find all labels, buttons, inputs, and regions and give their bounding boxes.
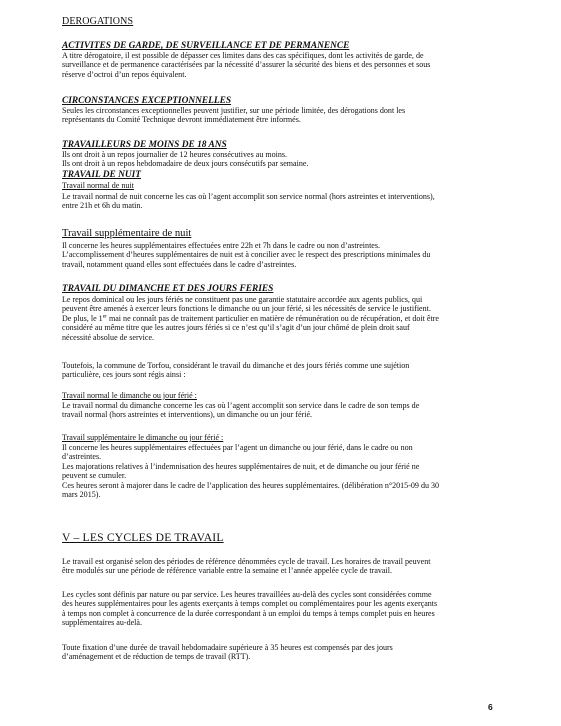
derogations-heading: DEROGATIONS (62, 16, 134, 27)
dimanche-line: considéré au même titre que les autres jours fériés si ce n’est qu’il s’agit d’un jour chômé de plein droit sauf (62, 323, 410, 333)
dimanche-line: Le repos dominical ou les jours fériés ne constituent pas une garantie statutaire accordée aux agents publics, qui (62, 295, 423, 304)
dimanche-line: nécessité absolue de service. (62, 332, 155, 342)
cycles-paragraph-1 (62, 557, 495, 576)
supp-nuit-heading: Travail supplémentaire de nuit (62, 228, 192, 239)
dimanche-supp-subheading: Travail supplémentaire le dimanche ou jour férié : (62, 433, 224, 442)
dimanche-normal-paragraph (62, 401, 495, 420)
dimanche-normal-subheading: Travail normal le dimanche ou jour férié : (62, 391, 197, 400)
dimanche-supp-line: Ces heures seront à majorer dans le cadre de l’application des heures supplémentaires. (délibération n°2015-09 du 30 (62, 480, 440, 490)
cycles-line: supplémentaires au-delà. (62, 618, 142, 628)
dimanche-normal-line: Le travail normal du dimanche concerne les cas où l’agent accomplit son service dans le cadre de son temps de (62, 401, 420, 410)
garde-line: réserve d’octroi d’un repos équivalent. (62, 69, 187, 79)
supp-nuit-line: travail, notamment quand elles sont effectuées dans le cadre d’astreintes. (62, 259, 297, 269)
cycles-line: Toute fixation d’une durée de travail hebdomadaire supérieure à 35 heures est compensés par des jours (62, 643, 393, 652)
torfou-paragraph (62, 361, 495, 380)
dimanche-line: De plus, le 1er mai ne connaît pas de traitement particulier en matière de rémunération ou de récupération, et doit être (62, 313, 439, 323)
torfou-line: particulière, ces jours sont régis ainsi : (62, 370, 186, 380)
circonstances-line: représentants du Comité Technique devront immédiatement être informés. (62, 115, 301, 125)
cycles-line: à temps non complet à concurrence de la durée correspondant à un emploi du temps à temps complet puis en heures (62, 608, 435, 618)
dimanche-supp-line: peuvent se cumuler. (62, 471, 127, 481)
moins18-line: Ils ont droit à un repos hebdomadaire de deux jours consécutifs par semaine. (62, 159, 309, 169)
torfou-line: Toutefois, la commune de Torfou, considérant le travail du dimanche et des jours fériés comme une sujétion (62, 361, 410, 370)
nuit-line: Le travail normal de nuit concerne les cas où l’agent accomplit son service normal (hors astreintes et interventions), (62, 192, 435, 201)
cycles-line: des heures supplémentaires pour les agents exerçants à temps complet ou complémentaires pour les agents exerçants (62, 599, 438, 609)
supp-nuit-line: L’accomplissement d’heures supplémentaires de nuit est à concilier avec le respect des prescriptions minimales du (62, 250, 431, 260)
garde-line: A titre dérogatoire, il est possible de dépasser ces limites dans des cas spécifiques, dont les activités de garde, de (62, 51, 424, 60)
garde-heading: ACTIVITES DE GARDE, DE SURVEILLANCE ET DE PERMANENCE (62, 41, 350, 51)
cycles-line: Les cycles sont définis par nature ou par service. Les heures travaillées au-delà des cycles sont considérées comme (62, 590, 432, 599)
circonstances-line: Seules les circonstances exceptionnelles peuvent justifier, sur une période limitée, des dérogations dont les (62, 106, 406, 115)
nuit-subheading: Travail normal de nuit (62, 181, 134, 190)
dimanche-supp-line: Il concerne les heures supplémentaires effectuées par l’agent un dimanche ou jour férié, dans le cadre ou non (62, 443, 413, 452)
moins18-line: Ils ont droit à un repos journalier de 12 heures consécutives au moins. (62, 150, 288, 159)
dimanche-supp-line: Les majorations relatives à l’indemnisation des heures supplémentaires de nuit, et de dimanche ou jour férié ne (62, 461, 420, 471)
supp-nuit-line: Il concerne les heures supplémentaires effectuées entre 22h et 7h dans le cadre ou non d’astreintes. (62, 241, 381, 250)
moins18-paragraph (62, 150, 495, 169)
cycles-paragraph-2 (62, 590, 495, 628)
cycles-line: Le travail est organisé selon des périodes de référence dénommées cycle de travail. Les horaires de travail peuvent (62, 557, 431, 566)
dimanche-paragraph (62, 295, 495, 342)
supp-nuit-paragraph (62, 241, 495, 269)
page-number: 6 (488, 702, 493, 712)
dimanche-line: peuvent être amenés à exercer leurs fonctions le dimanche ou un jour férié, si les nécessités de service le justifient. (62, 304, 431, 314)
garde-line: surveillance et de permanence caractérisées par la nécessité d’assurer la sécurité des biens et des personnes et sous (62, 60, 431, 70)
dimanche-heading: TRAVAIL DU DIMANCHE ET DES JOURS FERIES (62, 284, 274, 294)
dimanche-supp-line: mars 2015). (62, 490, 101, 500)
nuit-paragraph (62, 192, 495, 211)
dimanche-supp-paragraph (62, 443, 495, 499)
circonstances-paragraph (62, 106, 495, 125)
cycles-paragraph-3 (62, 643, 495, 662)
cycles-line: être modulés sur une période de référence variable entre la semaine et l’année appelée cycle de travail. (62, 566, 392, 576)
garde-paragraph (62, 51, 495, 79)
nuit-line: entre 21h et 6h du matin. (62, 201, 143, 211)
moins18-heading: TRAVAILLEURS DE MOINS DE 18 ANS (62, 140, 227, 150)
dimanche-normal-line: travail normal (hors astreintes et interventions), un dimanche ou un jour férié. (62, 410, 313, 420)
cycles-line: d’aménagement et de réduction de temps de travail (RTT). (62, 652, 251, 662)
nuit-heading: TRAVAIL DE NUIT (62, 170, 141, 180)
dimanche-supp-line: d’astreintes. (62, 452, 102, 462)
cycles-section-heading: V – LES CYCLES DE TRAVAIL (62, 531, 224, 544)
circonstances-heading: CIRCONSTANCES EXCEPTIONNELLES (62, 96, 232, 106)
